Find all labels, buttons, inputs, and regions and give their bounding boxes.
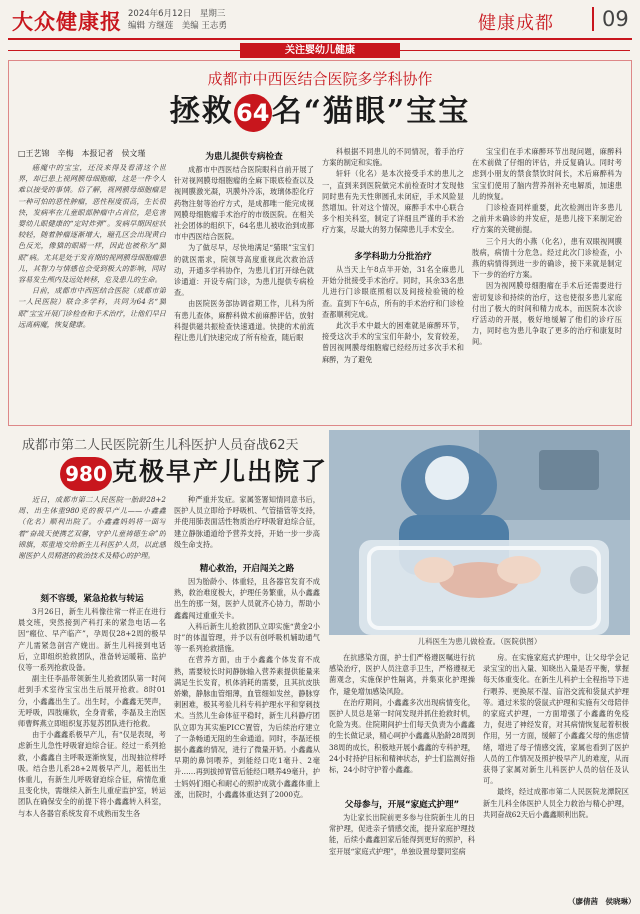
banner-line-left — [8, 50, 240, 51]
paragraph: 因为视网膜母细胞瘤在手术后还需要进行密切复诊和持续的治疗，这也使很多患儿家庭付出了极大的时间和精力成本，而医院本次诊疗活动的开展，极好地缓解了他们的诊疗压力，同时也为患儿争取了更多的治疗和康复时间。 — [472, 281, 622, 347]
banner-line-right — [400, 50, 630, 51]
issue-date: 2024年6月12日 星期三 — [128, 9, 226, 19]
article2-credit: （廖倩茜 侯晓琳） — [568, 897, 636, 906]
article1-subhead-2: 多学科助力分批治疗 — [354, 252, 432, 262]
masthead-rule — [8, 38, 632, 40]
article2-column-2-top — [174, 494, 320, 558]
headline-prefix: 拯救 — [169, 94, 234, 129]
headline-number-badge: 980 — [60, 457, 112, 491]
headline-suffix: 克极早产儿出院了 — [112, 457, 329, 486]
article2-column-3-top — [329, 652, 475, 794]
article1-lead-column — [18, 162, 166, 420]
article2-column-3-bottom — [329, 812, 475, 906]
article1-column-2 — [174, 164, 314, 420]
paragraph: 在营养方面，由于小鑫鑫个体发育不成熟，需要较长时间静脉输入营养素提供能量来满足生长发育，机体消耗的需要，且其抗皮肤娇嫩，静脉血管细薄，血管细如发丝，静脉穿刺困难，极其考验儿科专科护理水平和穿刺技术。当然儿生命体征平稳时，新生儿科静疗团队立即为其实施PICC置管，为后续治疗建立了一条畅通无阻的生命通道。同时，李磊还根据小鑫鑫的情况，进行了微量开奶。小鑫鑫从早期的鼻饲喂养，到能经口吃1毫升、2毫升……再到拔掉胃管后能经口喂养49毫升，护士妈妈们细心和耐心的照护成就小鑫鑫体重上涨，出院时，小鑫鑫体重达到了2000克。 — [174, 655, 320, 799]
page-number: 09 — [592, 7, 629, 31]
article1-headline — [0, 86, 640, 132]
paragraph: 由医院医务部协调省期工作，儿科为所有患儿查体，麻醉科做术前麻醉评估，放射科提供磁共振检查快速通道。快捷的术前流程让患儿们快速完成了所有检查，随后眼 — [174, 299, 314, 343]
article1-column-3-top — [322, 146, 464, 248]
article2-headline — [60, 452, 328, 491]
paragraph: 门诊检查同样重要，此次检测出许多患儿之前并未确诊的并发症，是患儿接下来制定治疗方案的关键前提。 — [472, 203, 622, 235]
incubator-photo — [329, 430, 630, 635]
article2-lead-column — [18, 494, 166, 586]
paragraph: 为了做尽早，尽快地满足“猫眼”宝宝们的就医需求，院领导高度重视此次救治活动，开通多学科协作，为患儿们打开绿色就诊通道：开设专病门诊，为患儿提供专病检查。 — [174, 243, 314, 298]
article1-lead: 癌魔中的宝宝，还没来得及看清这个世界，却已患上视网膜母细胞瘤，这是一件令人难以接受的事情。俗了解，视网膜母细胞瘤是一种可怕的恶性肿瘤，恶性程度很高，生长很快，发病率在儿童眼部肿瘤中占首位，是危害婴幼儿眼健康的“定时炸弹”。发病早期因症状较轻，随着肿瘤逐渐增大，瞳孔区会出现黄白色反光，像猫的眼睛一样，因此也被称为“猫眼”病。尤其是处于发育期的视网膜母细胞瘤患儿，其智力与情感也会受到极大的影响，同时容易发生颅内及远处转移，危及患儿的生命。 — [18, 163, 166, 285]
editor-credits: 编辑 方继莲 美编 王志勇 — [128, 21, 227, 31]
headline-number-badge: 64 — [234, 94, 272, 132]
paragraph: 在抗感染方面，护士们严格遵医嘱进行抗感染治疗，医护人员注意手卫生，严格遵视无菌观念，实施保护性隔离，并集束化护理操作，避免增加感染风险。 — [329, 653, 475, 696]
article1-column-4 — [472, 146, 622, 420]
article1-column-3-bottom — [322, 264, 464, 420]
paragraph: 宝宝们在手术麻醉环节出现问题，麻醉科在术前做了仔细的评估，并反复确认。同时考虑到小朋友的禁食禁饮时间长，术后麻醉科为宝宝们使用了脑内营养剂补充电解质，加速患儿的恢复。 — [472, 147, 622, 201]
article2-column-4 — [483, 652, 629, 894]
paragraph: 科根据不同患儿的不同情况，着手治疗方案的制定和实施。 — [322, 147, 464, 168]
masthead — [0, 0, 640, 40]
article2-kicker: 成都市第二人民医院新生儿科医护人员奋战62天 — [22, 438, 299, 453]
paragraph: 从当天上午8点半开始，31名全麻患儿开始分批接受手术治疗。同时，其余33名患儿进行门诊眼底照相以及间接检验镜的检查。直到下午6点，所有的手术治疗和门诊检查都顺利完成。 — [322, 265, 464, 319]
topic-banner: 关注婴幼儿健康 — [240, 43, 400, 58]
article2-column-1 — [18, 606, 166, 906]
newspaper-logo: 大众健康报 — [12, 9, 122, 34]
article1-lead2: 日前，成都市中西医结合医院（成都市第一人民医院）联合多学科，共同为64名“猫眼”宝宝开展门诊检查和手术治疗，让他们早日远离病魔，恢复健康。 — [18, 286, 166, 329]
article2-subhead-3: 父母参与，开展“家庭式护理” — [344, 800, 460, 810]
paragraph: 由于小鑫鑫系极早产儿，有“仅是表现，考虑新生儿急性呼吸窘迫综合征。经过一系列抢救，小鑫鑫自主呼吸逐渐恢复，出现抽泣样呼吸。结合患儿系28+2周极早产儿，超低出生体重儿，有新生儿呼吸窘迫综合征，病情危重且变化快，需继续入新生儿重症监护室，转运团队在确保安全的前提下将小鑫鑫转入科室，与本人各器官系统发育不成熟而发生各 — [18, 730, 166, 818]
article1-subhead-1: 为患儿提供专病检查 — [205, 152, 283, 162]
section-title: 健康成都 — [478, 13, 554, 34]
paragraph: 种严重并发症。家属签署知情同意书后，医护人员立即给予呼吸机、气管插管等支持，并使用肺表面活性物质治疗呼吸窘迫综合征，建立静脉通道给予营养支持，开始一步一步高级生命支持。 — [174, 495, 320, 549]
paragraph: 入科后新生儿抢救团队立即实施“黄金2小时”的体温管理，并予以有创呼吸机辅助通气等一系列抢救措施。 — [174, 621, 320, 654]
article1-kicker: 成都市中西医结合医院多学科协作 — [207, 70, 433, 88]
paragraph: 三个月大的小燕（化名），患有双眼视网膜肢病，病情十分危急。经过此次门诊检查，小燕的病情得到进一步的确诊，接下来就是制定下一步的治疗方案。 — [472, 236, 622, 280]
dateline — [128, 8, 227, 32]
article2-subhead-2: 精心救治，开启闯关之路 — [199, 564, 295, 574]
headline-suffix: 名“猫眼”宝宝 — [271, 94, 471, 129]
paragraph: 轩轩（化名）是本次接受手术的患儿之一，直到来到医院做完术前检查时才发现他同时患有先天性卵圆孔未闭症，手术风险显然增加。针对这个情况，麻醉手术中心联合多个相关科室，制定了详细且严谨的手术治疗方案，尽最大的努力保障患儿手术安全。 — [322, 169, 464, 235]
paragraph: 为让家长出院前更多参与住院新生儿的日常护理，促进亲子情感交流，提升家庭护理技能，后续小鑫鑫回家后能得到更好的照护，科室开展“家庭式护理”，单独设置母婴同室病 — [329, 813, 475, 856]
article2-subhead-1: 刻不容缓，紧急抢救与转运 — [40, 594, 144, 604]
paragraph: 3月26日，新生儿科像往常一样正在进行晨交班，突然接到产科打来的紧急电话—名因“瘢位、早产临产”，孕周仅28+2周的极早产儿需紧急剖宫产娩出。新生儿科接到电话后，立即组织抢救团队，准备转运暖箱、监护仪等一系列抢救设备。 — [18, 607, 166, 673]
article1-byline: □王艺锦 辛梅 本报记者 侯文瑾 — [18, 149, 146, 158]
photo-illustration — [329, 430, 630, 635]
paragraph: 副主任李晶带领新生儿抢救团队第一时间赶到手术室待宝宝出生后展开抢救。8时01分，小鑫鑫出生了。出生时，小鑫鑫无哭声，无呼吸，四肢瘫软，全身青紫，李磊及主治医师曹辉燕立即组织复苏复苏团队进行抢救。 — [18, 674, 166, 729]
paragraph: 此次手术中最大的困难就是麻醉环节，接受这次手术的宝宝们年龄小，发育较差，曾因视网膜母细胞瘤已经经历过多次手术和麻醉，为了避免 — [322, 321, 464, 364]
paragraph: 在治疗期间，小鑫鑫多次出现病情变化，医护人员总是第一时间发现并抓住抢救时机，化险为夷。住院期间护士们每天负责为小鑫鑫的生长做记录，精心呵护小鑫鑫从胎龄28周到38周的成长，积极地开展小鑫鑫的专科护理，24小时持护目标和精神状态，护士们监测好指标，24小时守护着小鑫鑫。 — [329, 697, 475, 775]
paragraph: 房。在实施家庭式护理中，让父母学会记录宝宝的出入量、知晓出入量是否平衡，掌握每天体重变化。在新生儿科护士全程指导下进行喂养、更换尿不湿、盲浴交流和袋鼠式护理等。通过米浆的袋鼠式护理和实施有父母陪伴的家庭式护理，一方面增强了小鑫鑫的免疫力，促进了神经发育，对其病情恢复起着积极作用，另一方面，缓解了小鑫鑫父母的焦虑情绪，增进了母子情感交流，家属也看到了医护人员的工作情况及照护极早产儿的难度，从而获得了家属对新生儿科医护人员的信任及认可。 — [483, 653, 629, 786]
paragraph: 最终，经过成都市第二人民医院龙潭院区新生儿科全体医护人员全力救治与精心护理，共同奋战62天后小鑫鑫顺利出院。 — [483, 787, 629, 819]
article2-lead: 近日，成都市第二人民医院一胎龄28+2周、出生体重980克的极早产儿——小鑫鑫（化名）顺利出院了。小鑫鑫妈妈将一面写着“奋战天使携艺双馨，守护儿童祷德生命”的锦旗，郑重地交给新生儿科医护人员，以此感谢医护人员精湛的救治技术及精心的护理。 — [18, 495, 166, 561]
article2-column-2-bottom — [174, 576, 320, 906]
photo-caption: 儿科医生为患儿做检查。（医院供图） — [417, 637, 542, 646]
paragraph: 成都市中西医结合医院眼科自前开展了针对视网膜母细胞瘤的全麻下眼底检查以及视网膜激光凝，巩膜外冷冻，玻璃体腔化疗药物注射等治疗方式，是成都唯一能完成视网膜母细胞瘤手术治疗的市级医院。在相关社会团体的组织下，64名患儿被收治到成都市中西医结合医院。 — [174, 165, 314, 242]
paragraph: 因为胎龄小、体重轻，且各器官发育不成熟，救治难度极大，护理任务繁重，从小鑫鑫出生的那一刻，医护人员就齐心协力，帮助小鑫鑫闯过重重关卡。 — [174, 577, 320, 620]
